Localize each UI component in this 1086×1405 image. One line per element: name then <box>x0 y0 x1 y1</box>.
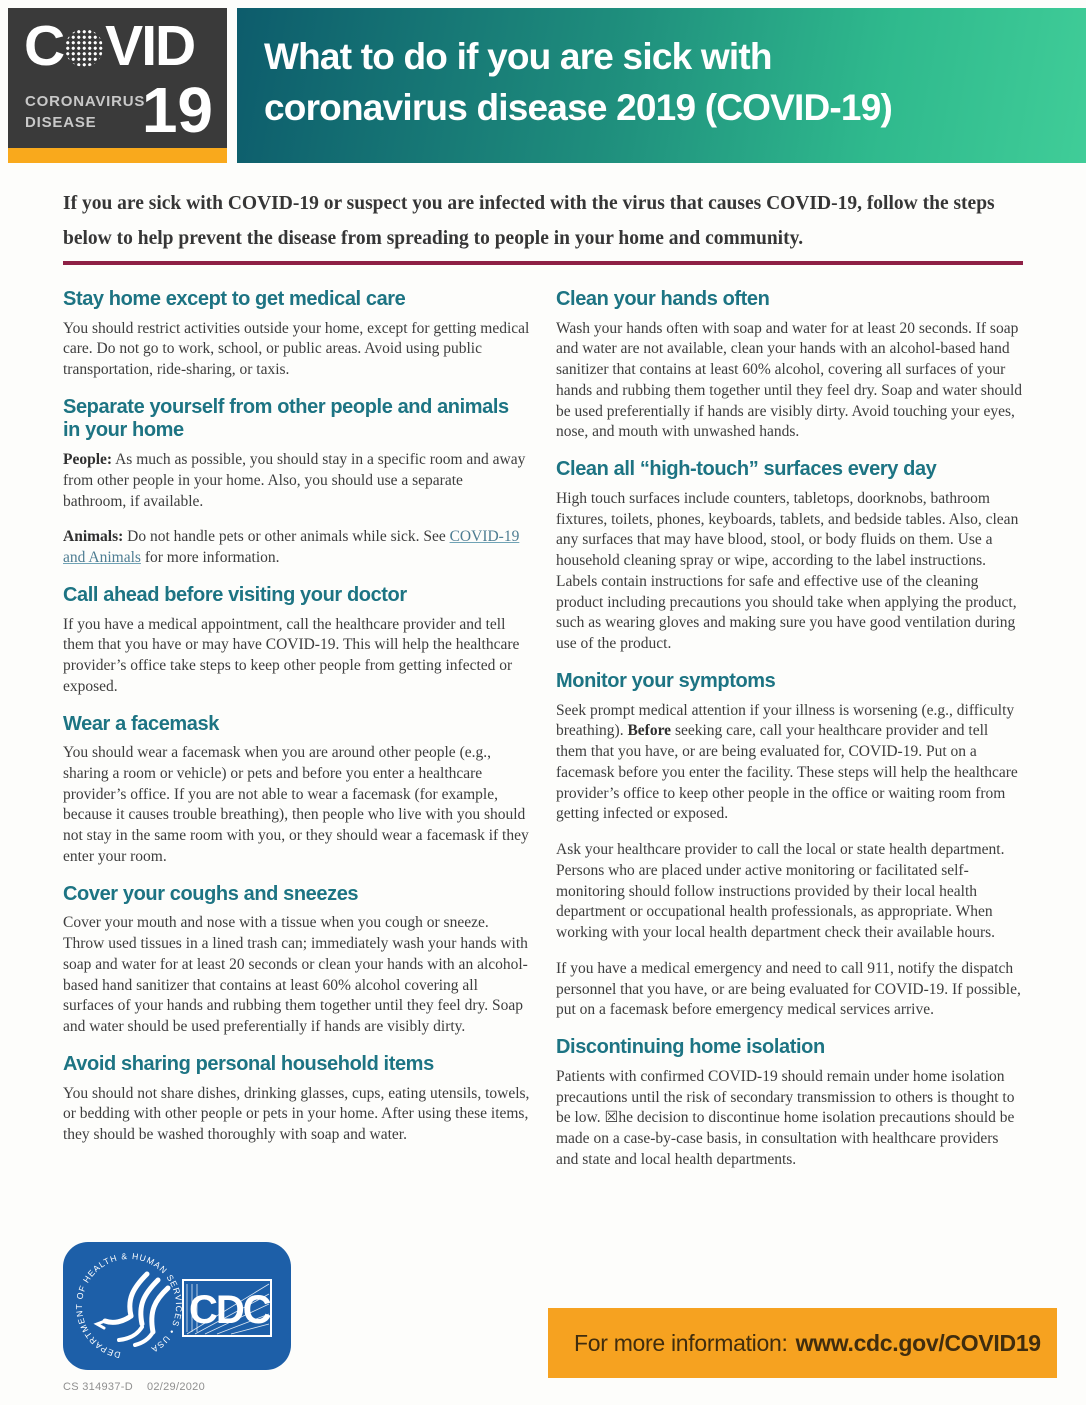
doc-footnote <box>63 1381 205 1393</box>
section-separate-yourself <box>63 396 530 569</box>
coronavirus-disease-label: CORONAVIRUS DISEASE <box>25 92 146 132</box>
section-heading: Clean all “high-touch” surfaces every day <box>556 458 937 481</box>
section-paragraph: Wash your hands often with soap and water for at least 20 seconds. If soap and water are not available, clean your hands with an alcohol-based hand sanitizer that contains at least 60% alcohol, covering all surfaces of your hands and rubbing them together until they feel dry. Soap and water should be used preferentially if hands are visibly dirty. Avoid touching your eyes, nose, and mouth with unwashed hands. <box>556 319 1023 441</box>
section-heading: Monitor your symptoms <box>556 669 776 692</box>
section-monitor-symptoms <box>556 670 1023 1021</box>
cdc-url: www.cdc.gov/COVID19 <box>795 1329 1041 1356</box>
section-paragraph: Animals: Do not handle pets or other animals while sick. See COVID-19 and Animals for more information. <box>63 528 520 567</box>
section-wear-facemask <box>63 713 530 868</box>
section-heading: Separate yourself from other people and animals in your home <box>63 395 509 442</box>
section-stay-home <box>63 288 530 381</box>
section-avoid-sharing <box>63 1053 530 1146</box>
divider-rule <box>63 261 1023 265</box>
section-paragraph: You should wear a facemask when you are around other people (e.g., sharing a room or vehicle) or pets and before you enter a healthcare provider’s office. If you are not able to wear a facemask (for example, because it causes trouble breathing), then people who live with you should not stay in the same room with you, or they should wear a facemask if they enter your room. <box>63 744 529 865</box>
logo-orange-bar <box>8 148 227 163</box>
content-columns <box>63 288 1023 1186</box>
section-paragraph: You should not share dishes, drinking glasses, cups, eating utensils, towels, or bedding with other people or pets in your home. After using these items, they should be washed thoroughly with soap and water. <box>63 1084 530 1144</box>
section-paragraph: People: As much as possible, you should stay in a specific room and away from other people in your home. Also, you should use a separate bathroom, if available. <box>63 451 526 510</box>
section-paragraph: Seek prompt medical attention if your illness is worsening (e.g., difficulty breathing). Before seeking care, call your healthcare provider and tell them that you have, or are being evaluated for, COVID-19. Put on a facemask before you enter the facility. These steps will help the healthcare provider’s office to keep other people in the office or waiting room from getting infected or exposed. <box>556 701 1018 823</box>
section-paragraph: Patients with confirmed COVID-19 should remain under home isolation precautions until the risk of secondary transmission to others is thought to be low. ☒he decision to discontinue home isolation precautions should be made on a case-by-case basis, in consultation with healthcare providers and state and local health departments. <box>556 1067 1015 1168</box>
section-heading: Cover your coughs and sneezes <box>63 882 359 905</box>
section-discontinuing-isolation <box>556 1036 1023 1170</box>
doc-date: 02/29/2020 <box>146 1381 206 1393</box>
right-column <box>556 288 1023 1186</box>
section-cover-coughs <box>63 883 530 1038</box>
virus-icon <box>65 29 103 67</box>
section-paragraph: If you have a medical emergency and need to call 911, notify the dispatch personnel that you have, or are being evaluated for COVID-19. If possible, put on a facemask before emergency medical services arrive. <box>556 959 1021 1019</box>
intro-text: If you are sick with COVID-19 or suspect you are infected with the virus that causes COVID-19, follow the steps below to help prevent the disease from spreading to people in your home and community. <box>63 193 995 250</box>
section-heading: Stay home except to get medical care <box>63 288 406 310</box>
covid19-and-animals-link[interactable]: COVID-19 and Animals <box>63 528 520 567</box>
cdc-letters <box>183 1280 271 1336</box>
section-paragraph: You should restrict activities outside your home, except for getting medical care. Do not go to work, school, or public areas. Avoid using public transportation, ride-sharing, or taxis. <box>63 319 530 379</box>
cdc-hhs-logo <box>63 1242 291 1370</box>
covid19-logo <box>8 8 227 148</box>
section-clean-surfaces <box>556 458 1023 655</box>
section-call-ahead <box>63 584 530 698</box>
covid-number: 19 <box>141 74 213 146</box>
section-heading: Avoid sharing personal household items <box>63 1052 434 1075</box>
svg-text:CDC: CDC <box>189 1288 270 1332</box>
section-heading: Discontinuing home isolation <box>556 1036 825 1059</box>
section-paragraph: If you have a medical appointment, call the healthcare provider and tell them that you have or may have COVID-19. This will help the healthcare provider’s office take steps to keep other people from getting infected or exposed. <box>63 615 520 695</box>
title-band <box>237 8 1086 163</box>
svg-text:DEPARTMENT OF HEALTH & HUMAN S: DEPARTMENT OF HEALTH & HUMAN SERVICES • USA <box>73 1250 185 1361</box>
section-heading: Wear a facemask <box>63 712 219 735</box>
section-paragraph: Ask your healthcare provider to call the local or state health department. Persons who are placed under active monitoring or facilitated self-monitoring should follow instructions provided by their local health department or occupational health professionals, as appropriate. When working with your local health department check their available hours. <box>556 841 1005 942</box>
section-clean-hands <box>556 288 1023 443</box>
section-heading: Call ahead before visiting your doctor <box>63 583 407 606</box>
section-heading: Clean your hands often <box>556 288 770 310</box>
left-column <box>63 288 530 1186</box>
section-paragraph: Cover your mouth and nose with a tissue when you cough or sneeze. Throw used tissues in a lined trash can; immediately wash your hands with soap and water for at least 20 seconds or clean your hands with an alcohol-based hand sanitizer that contains at least 60% alcohol covering all surfaces of your hands and rubbing them together until they feel dry. Soap and water should be used preferentially if hands are visibly dirty. <box>63 914 528 1036</box>
doc-number: CS 314937-D <box>63 1381 133 1393</box>
page-title-line1: What to do if you are sick with <box>264 36 772 77</box>
section-paragraph: High touch surfaces include counters, tabletops, doorknobs, bathroom fixtures, toilets, phones, keyboards, tablets, and bedside tables. Also, clean any surfaces that may have blood, stool, or body fluids on them. Use a household cleaning spray or wipe, according to the label instructions. Labels contain instructions for safe and effective use of the cleaning product including precautions you should take when applying the product, such as wearing gloves and making sure you have good ventilation during use of the product. <box>556 489 1019 653</box>
covid-wordmark: C VID <box>24 14 195 78</box>
info-banner <box>548 1308 1057 1378</box>
page-title-line2: coronavirus disease 2019 (COVID-19) <box>264 87 893 129</box>
info-label: For more information: <box>574 1329 788 1356</box>
